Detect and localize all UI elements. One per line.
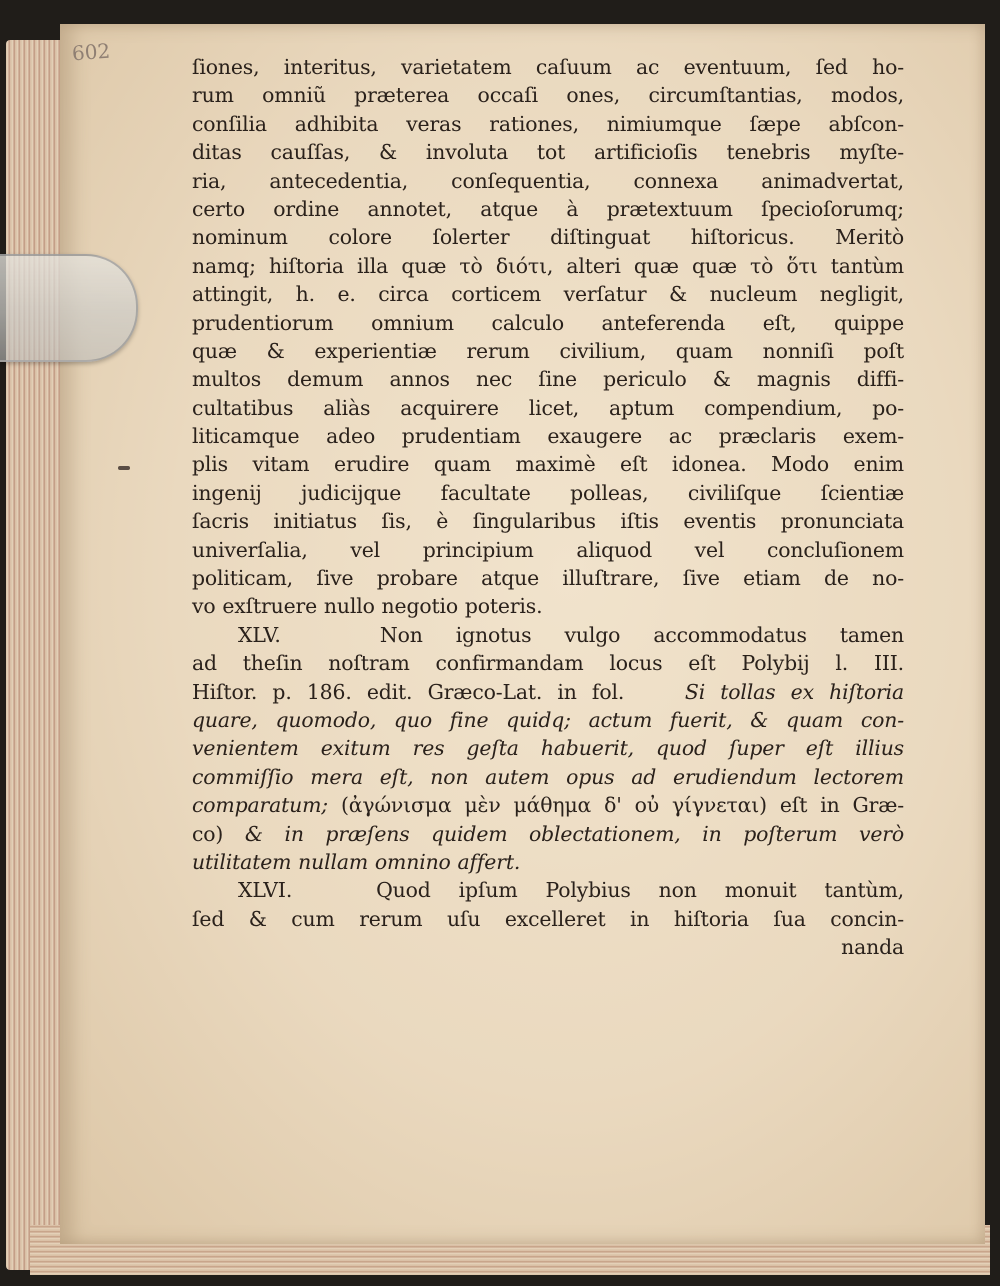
plastic-page-clip — [0, 254, 138, 362]
italic-quote: Si tollas ex hiſtoria — [684, 679, 905, 704]
text-line: certo ordine annotet, atque à prætextuum ſpecioſorumq; — [192, 196, 904, 221]
italic-quote: comparatum; — [192, 793, 329, 818]
text-line: quæ & experientiæ rerum civilium, quam nonniſi poſt — [192, 338, 904, 363]
text-line: ad theſin noſtram confirmandam locus eſt Polybij l. III. — [192, 651, 904, 676]
italic-quote-line: commiſſio mera eſt, non autem opus ad erudiendum lectorem — [192, 764, 904, 789]
text-line: multos demum annos nec ſine periculo & magnis diffi- — [192, 367, 904, 392]
text-line: plis vitam erudire quam maximè eſt idonea. Modo enim — [192, 452, 904, 477]
text-line: ſiones, interitus, varietatem caſuum ac eventuum, ſed ho- — [192, 55, 904, 79]
paragraph-46-first-line — [192, 876, 904, 904]
text-line — [192, 678, 904, 706]
catchword: nanda — [841, 935, 904, 960]
text-line: conſilia adhibita veras rationes, nimiumque ſæpe abſcon- — [192, 111, 904, 136]
ink-speck — [118, 466, 130, 470]
text-line — [192, 791, 904, 819]
text-line: cultatibus aliàs acquirere licet, aptum compendium, po- — [192, 395, 904, 420]
text-fragment: Hiſtor. p. 186. edit. Græco-Lat. in fol. — [192, 679, 625, 704]
text-fragment: Non ignotus vulgo accommodatus tamen — [379, 622, 904, 647]
paragraph-45-first-line — [192, 621, 904, 649]
handwritten-page-number: 602 — [71, 38, 111, 66]
text-fragment: co) — [192, 821, 224, 846]
text-fragment: Quod ipſum Polybius non monuit tantùm, — [376, 878, 904, 903]
text-line: vo exſtruere nullo negotio poteris. — [192, 594, 543, 619]
text-line: univerſalia, vel principium aliquod vel concluſionem — [192, 537, 904, 562]
text-line: ria, antecedentia, conſequentia, connexa animadvertat, — [192, 168, 904, 193]
text-line: ſacris initiatus ſis, è ſingularibus iſtis eventis pronunciata — [192, 509, 904, 534]
paragraph-number: XLV. — [238, 622, 281, 647]
text-fragment: eſt in Græ- — [779, 793, 904, 818]
page-text-block — [192, 53, 904, 962]
text-line: attingit, h. e. circa corticem verſatur & nucleum negligit, — [192, 282, 904, 307]
paragraph-number: XLVI. — [238, 878, 293, 903]
italic-quote-line: utilitatem nullam omnino affert. — [192, 849, 521, 874]
text-line — [192, 820, 904, 848]
text-line: ingenij judicijque facultate polleas, civiliſque ſcientiæ — [192, 480, 904, 505]
text-line: ditas cauſſas, & involuta tot artificioſis tenebris myſte- — [192, 140, 904, 165]
greek-quote: (ἀγώνισμα μὲν μάθημα δ' οὐ γίγνεται) — [340, 793, 767, 818]
text-line: politicam, ſive probare atque illuſtrare, ſive etiam de no- — [192, 566, 904, 591]
text-line: prudentiorum omnium calculo anteferenda eſt, quippe — [192, 310, 904, 335]
italic-quote: & in præſens quidem oblectationem, in poſterum verò — [244, 821, 904, 846]
text-line: ſed & cum rerum uſu excelleret in hiſtoria ſua concin- — [192, 906, 904, 931]
text-line: liticamque adeo prudentiam exaugere ac præclaris exem- — [192, 424, 904, 449]
text-line: nominum colore ſolerter diſtinguat hiſtoricus. Meritò — [192, 225, 904, 250]
text-line: namq; hiſtoria illa quæ τὸ διότι, alteri quæ quæ τὸ ὅτι tantùm — [192, 253, 904, 278]
text-line: rum omniũ præterea occaſi ones, circumſtantias, modos, — [192, 83, 904, 108]
italic-quote-line: quare, quomodo, quo fine quidq; actum fuerit, & quam con- — [192, 707, 904, 732]
italic-quote-line: venientem exitum res geſta habuerit, quod ſuper eſt illius — [192, 736, 904, 761]
